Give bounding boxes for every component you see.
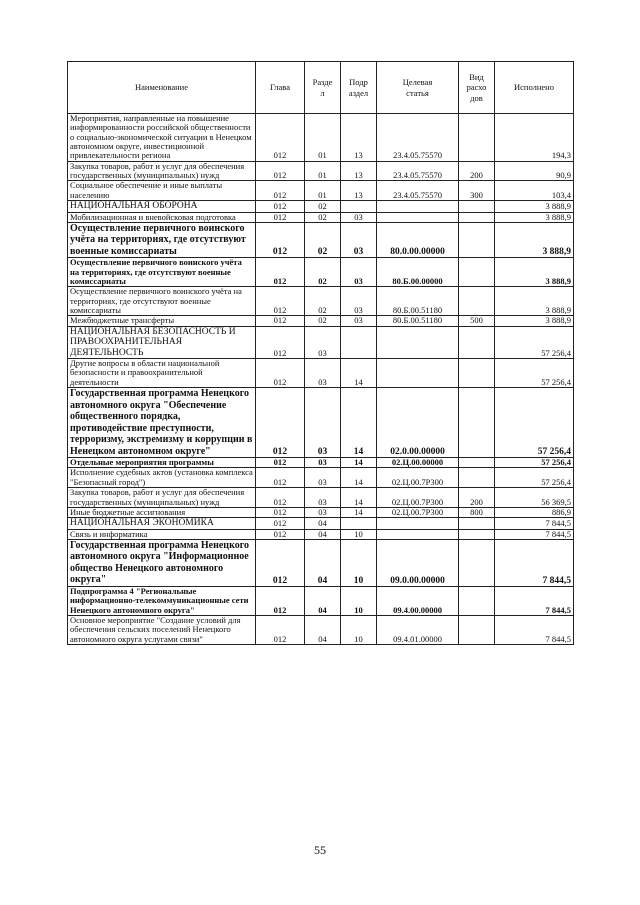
- budget-table: [67, 61, 574, 645]
- row-type-cell: 800: [459, 507, 495, 517]
- row-section-cell: 03: [305, 488, 341, 508]
- header-subsection: Подр аздел: [341, 62, 377, 114]
- row-section-cell: 04: [305, 616, 341, 645]
- row-name-cell: Связь и информатика: [68, 529, 256, 539]
- row-target-cell: [377, 326, 459, 358]
- row-executed-cell: 57 256,4: [495, 458, 574, 468]
- header-name: Наименование: [68, 62, 256, 114]
- row-name-cell: Закупка товаров, работ и услуг для обеспечения государственных (муниципальных) нужд: [68, 161, 256, 181]
- row-target-cell: [377, 518, 459, 529]
- header-chapter: Глава: [256, 62, 305, 114]
- row-name-cell: Исполнение судебных актов (установка комплекса "Безопасный город"): [68, 468, 256, 488]
- row-target-cell: 02.Ц.00.00000: [377, 458, 459, 468]
- row-type-cell: [459, 468, 495, 488]
- row-chapter-cell: 012: [256, 518, 305, 529]
- table-row: [68, 201, 574, 212]
- row-target-cell: 02.0.00.00000: [377, 388, 459, 458]
- row-chapter-cell: 012: [256, 316, 305, 326]
- row-section-cell: 02: [305, 316, 341, 326]
- table-row: [68, 458, 574, 468]
- row-executed-cell: 3 888,9: [495, 316, 574, 326]
- row-section-cell: 02: [305, 287, 341, 316]
- row-target-cell: 80.Б.00.51180: [377, 287, 459, 316]
- row-type-cell: [459, 529, 495, 539]
- row-target-cell: 09.4.01.00000: [377, 616, 459, 645]
- row-subsection-cell: [341, 518, 377, 529]
- table-row: [68, 326, 574, 358]
- row-executed-cell: 886,9: [495, 507, 574, 517]
- row-type-cell: 200: [459, 161, 495, 181]
- row-name-cell: НАЦИОНАЛЬНАЯ ОБОРОНА: [68, 201, 256, 212]
- row-section-cell: 01: [305, 181, 341, 201]
- table-row: [68, 507, 574, 517]
- row-target-cell: [377, 201, 459, 212]
- row-target-cell: 23.4.05.75570: [377, 114, 459, 162]
- row-section-cell: 01: [305, 114, 341, 162]
- table-row: [68, 529, 574, 539]
- row-chapter-cell: 012: [256, 359, 305, 388]
- row-executed-cell: 3 888,9: [495, 287, 574, 316]
- row-name-cell: Осуществление первичного воинского учёта на территориях, где отсутствуют военные комиссариаты: [68, 222, 256, 258]
- row-executed-cell: 3 888,9: [495, 222, 574, 258]
- row-name-cell: Социальное обеспечение и иные выплаты населению: [68, 181, 256, 201]
- table-row: [68, 518, 574, 529]
- row-chapter-cell: 012: [256, 529, 305, 539]
- row-target-cell: 80.Б.00.00000: [377, 258, 459, 287]
- row-name-cell: НАЦИОНАЛЬНАЯ БЕЗОПАСНОСТЬ И ПРАВООХРАНИТЕЛЬНАЯ ДЕЯТЕЛЬНОСТЬ: [68, 326, 256, 358]
- row-section-cell: 02: [305, 258, 341, 287]
- row-chapter-cell: 012: [256, 212, 305, 222]
- row-target-cell: [377, 212, 459, 222]
- row-name-cell: Осуществление первичного воинского учёта на территориях, где отсутствуют военные комиссариаты: [68, 258, 256, 287]
- row-subsection-cell: 13: [341, 161, 377, 181]
- row-chapter-cell: 012: [256, 586, 305, 615]
- row-subsection-cell: 03: [341, 287, 377, 316]
- table-row: [68, 359, 574, 388]
- row-section-cell: 03: [305, 359, 341, 388]
- row-subsection-cell: 13: [341, 181, 377, 201]
- row-chapter-cell: 012: [256, 458, 305, 468]
- table-row: [68, 222, 574, 258]
- row-subsection-cell: 14: [341, 359, 377, 388]
- row-chapter-cell: 012: [256, 222, 305, 258]
- row-section-cell: 02: [305, 222, 341, 258]
- row-target-cell: 23.4.05.75570: [377, 161, 459, 181]
- row-executed-cell: 57 256,4: [495, 326, 574, 358]
- row-section-cell: 02: [305, 212, 341, 222]
- row-name-cell: Осуществление первичного воинского учёта на территориях, где отсутствуют военные комиссариаты: [68, 287, 256, 316]
- row-name-cell: Отдельные мероприятия программы: [68, 458, 256, 468]
- row-chapter-cell: 012: [256, 388, 305, 458]
- row-executed-cell: 7 844,5: [495, 586, 574, 615]
- row-subsection-cell: 10: [341, 616, 377, 645]
- row-executed-cell: 90,9: [495, 161, 574, 181]
- row-chapter-cell: 012: [256, 326, 305, 358]
- row-section-cell: 04: [305, 529, 341, 539]
- row-executed-cell: 3 888,9: [495, 212, 574, 222]
- row-section-cell: 03: [305, 507, 341, 517]
- row-name-cell: Мероприятия, направленные на повышение информированности российской общественности о социально-экономической ситуации в Ненецком автономном округе, инвестиционной привлекательности региона: [68, 114, 256, 162]
- row-chapter-cell: 012: [256, 468, 305, 488]
- row-target-cell: 80.Б.00.51180: [377, 316, 459, 326]
- row-chapter-cell: 012: [256, 539, 305, 586]
- page-number: 55: [314, 843, 326, 857]
- row-section-cell: 03: [305, 326, 341, 358]
- row-chapter-cell: 012: [256, 114, 305, 162]
- table-row: [68, 212, 574, 222]
- row-name-cell: Иные бюджетные ассигнования: [68, 507, 256, 517]
- row-executed-cell: 7 844,5: [495, 518, 574, 529]
- row-type-cell: [459, 388, 495, 458]
- row-subsection-cell: 14: [341, 507, 377, 517]
- row-name-cell: Подпрограмма 4 "Региональные информационно-телекоммуникационные сети Ненецкого автономного округа": [68, 586, 256, 615]
- table-row: [68, 287, 574, 316]
- row-subsection-cell: 14: [341, 458, 377, 468]
- row-executed-cell: 57 256,4: [495, 388, 574, 458]
- row-chapter-cell: 012: [256, 201, 305, 212]
- row-executed-cell: 103,4: [495, 181, 574, 201]
- row-subsection-cell: 03: [341, 212, 377, 222]
- row-type-cell: [459, 201, 495, 212]
- row-target-cell: 80.0.00.00000: [377, 222, 459, 258]
- row-subsection-cell: 10: [341, 586, 377, 615]
- row-name-cell: Мобилизационная и вневойсковая подготовка: [68, 212, 256, 222]
- row-type-cell: [459, 222, 495, 258]
- row-subsection-cell: 13: [341, 114, 377, 162]
- row-target-cell: 09.4.00.00000: [377, 586, 459, 615]
- table-row: [68, 181, 574, 201]
- row-subsection-cell: 14: [341, 488, 377, 508]
- row-target-cell: 02.Ц.00.7Р300: [377, 507, 459, 517]
- header-executed: Исполнено: [495, 62, 574, 114]
- row-type-cell: 500: [459, 316, 495, 326]
- row-executed-cell: 7 844,5: [495, 529, 574, 539]
- table-row: [68, 616, 574, 645]
- table-row: [68, 586, 574, 615]
- row-target-cell: 09.0.00.00000: [377, 539, 459, 586]
- row-executed-cell: 7 844,5: [495, 539, 574, 586]
- row-chapter-cell: 012: [256, 488, 305, 508]
- header-section: Разде л: [305, 62, 341, 114]
- header-target: Целевая статья: [377, 62, 459, 114]
- table-row: [68, 539, 574, 586]
- row-section-cell: 03: [305, 458, 341, 468]
- row-executed-cell: 56 369,5: [495, 488, 574, 508]
- header-type: Вид расхо дов: [459, 62, 495, 114]
- row-section-cell: 01: [305, 161, 341, 181]
- row-type-cell: [459, 539, 495, 586]
- row-chapter-cell: 012: [256, 287, 305, 316]
- table-row: [68, 316, 574, 326]
- row-section-cell: 02: [305, 201, 341, 212]
- row-type-cell: [459, 359, 495, 388]
- row-subsection-cell: 03: [341, 258, 377, 287]
- row-type-cell: [459, 212, 495, 222]
- row-target-cell: [377, 359, 459, 388]
- row-target-cell: 23.4.05.75570: [377, 181, 459, 201]
- row-target-cell: [377, 529, 459, 539]
- table-row: [68, 468, 574, 488]
- table-row: [68, 388, 574, 458]
- row-subsection-cell: [341, 201, 377, 212]
- row-subsection-cell: 14: [341, 468, 377, 488]
- row-subsection-cell: 10: [341, 529, 377, 539]
- row-executed-cell: 57 256,4: [495, 468, 574, 488]
- row-section-cell: 04: [305, 518, 341, 529]
- row-type-cell: [459, 518, 495, 529]
- row-executed-cell: 57 256,4: [495, 359, 574, 388]
- row-chapter-cell: 012: [256, 181, 305, 201]
- row-section-cell: 03: [305, 468, 341, 488]
- row-type-cell: 300: [459, 181, 495, 201]
- row-executed-cell: 7 844,5: [495, 616, 574, 645]
- row-subsection-cell: 10: [341, 539, 377, 586]
- table-body: [68, 114, 574, 645]
- row-chapter-cell: 012: [256, 161, 305, 181]
- row-type-cell: [459, 287, 495, 316]
- row-chapter-cell: 012: [256, 616, 305, 645]
- row-subsection-cell: [341, 326, 377, 358]
- row-type-cell: [459, 586, 495, 615]
- row-executed-cell: 194,3: [495, 114, 574, 162]
- row-name-cell: Государственная программа Ненецкого автономного округа "Информационное общество Ненецкого автономного округа": [68, 539, 256, 586]
- row-type-cell: 200: [459, 488, 495, 508]
- row-chapter-cell: 012: [256, 258, 305, 287]
- row-subsection-cell: 03: [341, 316, 377, 326]
- row-type-cell: [459, 616, 495, 645]
- row-type-cell: [459, 114, 495, 162]
- row-subsection-cell: 14: [341, 388, 377, 458]
- row-section-cell: 03: [305, 388, 341, 458]
- row-section-cell: 04: [305, 586, 341, 615]
- row-type-cell: [459, 458, 495, 468]
- row-type-cell: [459, 258, 495, 287]
- row-target-cell: 02.Ц.00.7Р300: [377, 468, 459, 488]
- row-section-cell: 04: [305, 539, 341, 586]
- row-type-cell: [459, 326, 495, 358]
- table-row: [68, 114, 574, 162]
- row-target-cell: 02.Ц.00.7Р300: [377, 488, 459, 508]
- row-subsection-cell: 03: [341, 222, 377, 258]
- row-name-cell: НАЦИОНАЛЬНАЯ ЭКОНОМИКА: [68, 518, 256, 529]
- row-name-cell: Государственная программа Ненецкого автономного округа "Обеспечение общественного порядка, противодействие преступности, терроризму, экстремизму и коррупции в Ненецком автономном округе": [68, 388, 256, 458]
- row-chapter-cell: 012: [256, 507, 305, 517]
- row-executed-cell: 3 888,9: [495, 201, 574, 212]
- row-name-cell: Другие вопросы в области национальной безопасности и правоохранительной деятельности: [68, 359, 256, 388]
- row-name-cell: Межбюджетные трансферты: [68, 316, 256, 326]
- table-header-row: [68, 62, 574, 114]
- table-row: [68, 258, 574, 287]
- table-row: [68, 488, 574, 508]
- table-row: [68, 161, 574, 181]
- row-name-cell: Основное мероприятие "Создание условий для обеспечения сельских поселений Ненецкого автономного округа услугами связи": [68, 616, 256, 645]
- row-executed-cell: 3 888,9: [495, 258, 574, 287]
- row-name-cell: Закупка товаров, работ и услуг для обеспечения государственных (муниципальных) нужд: [68, 488, 256, 508]
